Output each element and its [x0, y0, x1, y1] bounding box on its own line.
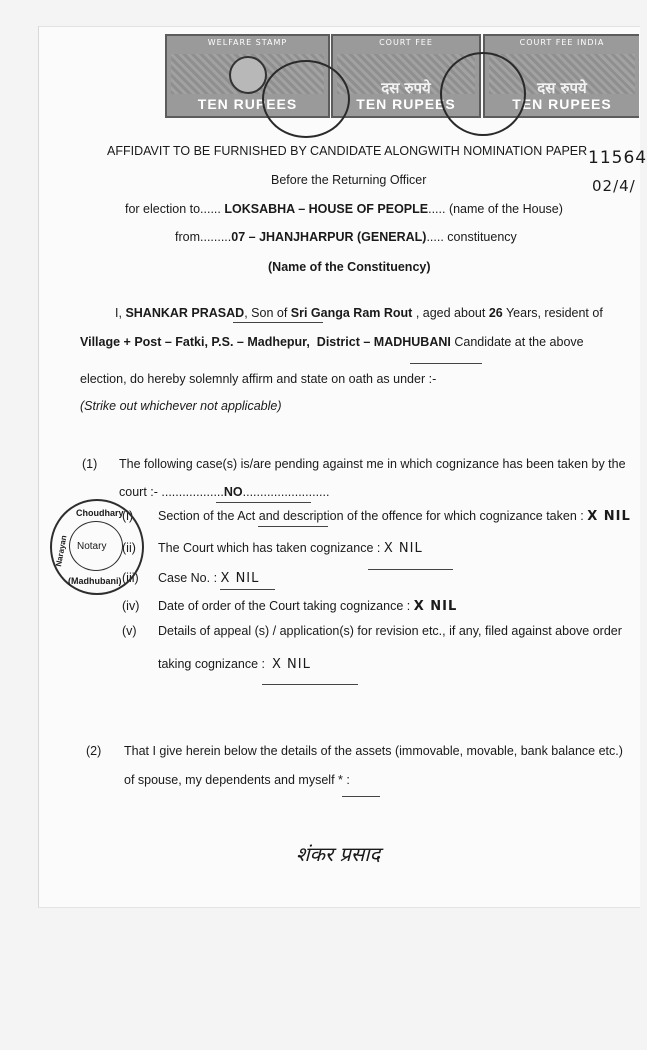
affidavit-title: AFFIDAVIT TO BE FURNISHED BY CANDIDATE ALONGWITH NOMINATION PAPER — [107, 144, 588, 158]
margin-note-number: 11564 — [588, 148, 647, 168]
section-2-line-1: That I give herein below the details of the assets (immovable, movable, bank balance etc.) — [124, 744, 623, 758]
constituency-caption: (Name of the Constituency) — [268, 260, 431, 274]
court-fee-stamp-2: COURT FEE INDIA दस रुपये TEN RUPEES — [483, 34, 639, 118]
item-iv-text: Date of order of the Court taking cognizance : X NIL — [158, 599, 458, 614]
item-i-text: Section of the Act and description of the offence for which cognizance taken : X NIL — [158, 509, 631, 524]
cancellation-seal — [262, 60, 350, 138]
item-v-label: (v) — [122, 624, 137, 638]
notary-seal-center: Notary — [77, 541, 107, 552]
item-i-label: (i) — [122, 509, 134, 523]
section-2-line-2: of spouse, my dependents and myself * : — [124, 773, 350, 787]
welfare-stamp: WELFARE STAMP TEN RUPEES — [165, 34, 330, 118]
father-name: Sri Ganga Ram Rout — [290, 306, 413, 320]
intro-line-2: Village + Post – Fatki, P.S. – Madhepur, District – MADHUBANI Candidate at the above — [80, 335, 584, 349]
item-i-answer: X NIL — [587, 509, 631, 524]
notary-seal — [50, 499, 144, 595]
house-name: LOKSABHA – HOUSE OF PEOPLE — [224, 202, 429, 216]
constituency-line: from.........07 – JHANJHARPUR (GENERAL)..... constituency — [175, 230, 517, 244]
intro-line-1: I, SHANKAR PRASAD, Son of Sri Ganga Ram Rout , aged about 26 Years, resident of — [115, 306, 603, 320]
item-iii-label: (iii) — [122, 571, 139, 585]
strike-instruction: (Strike out whichever not applicable) — [80, 399, 282, 413]
item-iv-label: (iv) — [122, 599, 140, 613]
notary-seal-side: Narayan — [54, 534, 69, 568]
section-2-number: (2) — [86, 744, 102, 758]
item-ii-text: The Court which has taken cognizance : X NIL — [158, 541, 423, 556]
constituency-name: 07 – JHANJHARPUR (GENERAL) — [231, 230, 427, 244]
cancellation-seal-2 — [440, 52, 526, 136]
item-iii-answer: X NIL — [220, 571, 260, 586]
notary-seal-bottom: (Madhubani) — [68, 576, 122, 586]
item-v-text: Details of appeal (s) / application(s) for revision etc., if any, filed against above order — [158, 624, 622, 638]
candidate-address: Village + Post – Fatki, P.S. – Madhepur, — [80, 335, 310, 349]
item-ii-label: (ii) — [122, 541, 136, 555]
candidate-signature: शंकर प्रसाद — [296, 842, 381, 866]
item-v-answer: X NIL — [271, 657, 311, 672]
item-iv-answer: X NIL — [413, 599, 458, 614]
section-1-number: (1) — [82, 457, 98, 471]
court-line: court :- ..................NO......................... — [119, 485, 330, 499]
court-fee-stamp: COURT FEE दस रुपये TEN RUPEES — [331, 34, 481, 118]
item-ii-answer: X NIL — [383, 541, 423, 556]
election-line: for election to...... LOKSABHA – HOUSE OF PEOPLE..... (name of the House) — [125, 202, 563, 216]
candidate-name: SHANKAR PRASAD — [125, 306, 245, 320]
section-1-text: The following case(s) is/are pending against me in which cognizance has been taken by the — [119, 457, 626, 471]
district-name: MADHUBANI — [373, 335, 451, 349]
item-v-text-2: taking cognizance : X NIL — [158, 657, 311, 672]
item-iii-text: Case No. : X NIL — [158, 571, 260, 586]
intro-line-3: election, do hereby solemnly affirm and state on oath as under :- — [80, 372, 437, 386]
margin-note-date: 02/4/ — [592, 177, 636, 195]
notary-seal-top: Choudhary — [76, 508, 124, 518]
returning-officer-line: Before the Returning Officer — [271, 173, 427, 187]
candidate-age: 26 — [488, 306, 503, 320]
court-answer: NO — [223, 485, 243, 499]
welfare-stamp-emblem — [229, 56, 267, 94]
